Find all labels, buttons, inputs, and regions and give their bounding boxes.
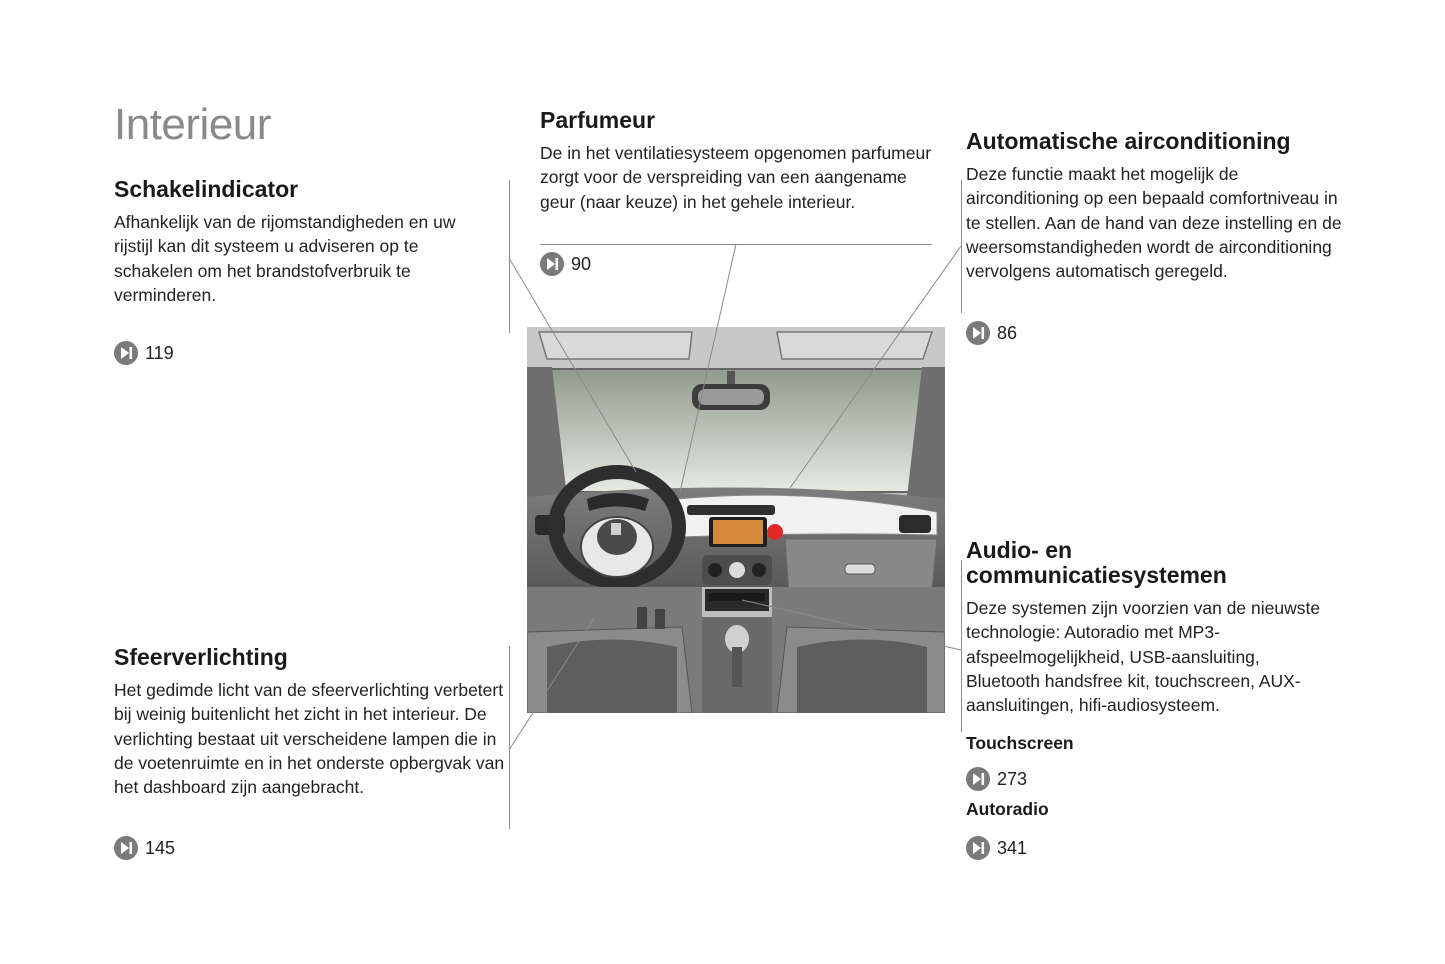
car-interior-illustration <box>527 327 945 713</box>
section-airconditioning <box>966 129 1356 283</box>
reference-number: 273 <box>997 768 1028 789</box>
page-reference[interactable] <box>114 341 174 365</box>
section-text: Deze systemen zijn voorzien van de nieuwste technologie: Autoradio met MP3-afspeelmogelijkheid, USB-aansluiting, Bluetooth handsfree kit, touchscreen, AUX-aansluitingen, hifi-audiosysteem. <box>966 598 1321 716</box>
section-parfumeur <box>540 108 935 214</box>
divider <box>540 244 932 245</box>
subheading-touchscreen: Touchscreen <box>966 733 1074 753</box>
section-text: Afhankelijk van de rijomstandigheden en uw rijstijl kan dit systeem u adviseren op te schakelen om het brandstofverbruik te verminderen. <box>114 212 456 305</box>
separator-line <box>961 180 962 313</box>
reference-number: 90 <box>571 253 592 274</box>
skip-forward-icon <box>966 767 990 791</box>
separator-line <box>509 646 510 829</box>
skip-forward-icon <box>114 836 138 860</box>
page-title: Interieur <box>114 100 271 149</box>
section-title: Sfeerverlichting <box>114 644 288 670</box>
skip-forward-icon <box>966 321 990 345</box>
section-title-line1: Audio- en <box>966 537 1073 563</box>
page-reference[interactable] <box>114 836 175 860</box>
reference-number: 145 <box>145 837 176 858</box>
section-sfeerverlichting <box>114 645 509 799</box>
section-text: De in het ventilatiesysteem opgenomen parfumeur zorgt voor de verspreiding van een aangename geur (naar keuze) in het gehele interieur. <box>540 143 932 212</box>
section-text: Deze functie maakt het mogelijk de airconditioning op een bepaald comfortniveau in te stellen. Aan de hand van deze instelling en de weersomstandigheden wordt de airconditioning vervolgens automatisch geregeld. <box>966 164 1342 282</box>
section-schakelindicator <box>114 177 464 307</box>
separator-line <box>961 560 962 732</box>
reference-number: 119 <box>145 342 174 363</box>
reference-number: 86 <box>997 322 1018 343</box>
page-reference[interactable] <box>966 767 1027 791</box>
section-text: Het gedimde licht van de sfeerverlichting verbetert bij weinig buitenlicht het zicht in het interieur. De verlichting bestaat uit verscheidene lampen die in de voetenruimte en in het onderste opbergvak van het dashboard zijn aangebracht. <box>114 680 505 798</box>
section-title: Parfumeur <box>540 107 656 133</box>
section-title: Automatische airconditioning <box>966 128 1291 154</box>
page-reference[interactable] <box>966 321 1017 345</box>
skip-forward-icon <box>114 341 138 365</box>
page-reference[interactable] <box>540 252 591 276</box>
reference-number: 341 <box>997 837 1028 858</box>
skip-forward-icon <box>540 252 564 276</box>
section-title: Schakelindicator <box>114 176 299 202</box>
section-audio <box>966 538 1346 717</box>
section-title-line2: communicatiesystemen <box>966 562 1227 588</box>
skip-forward-icon <box>966 836 990 860</box>
separator-line <box>509 180 510 333</box>
subheading-autoradio: Autoradio <box>966 799 1049 819</box>
page-reference[interactable] <box>966 836 1027 860</box>
